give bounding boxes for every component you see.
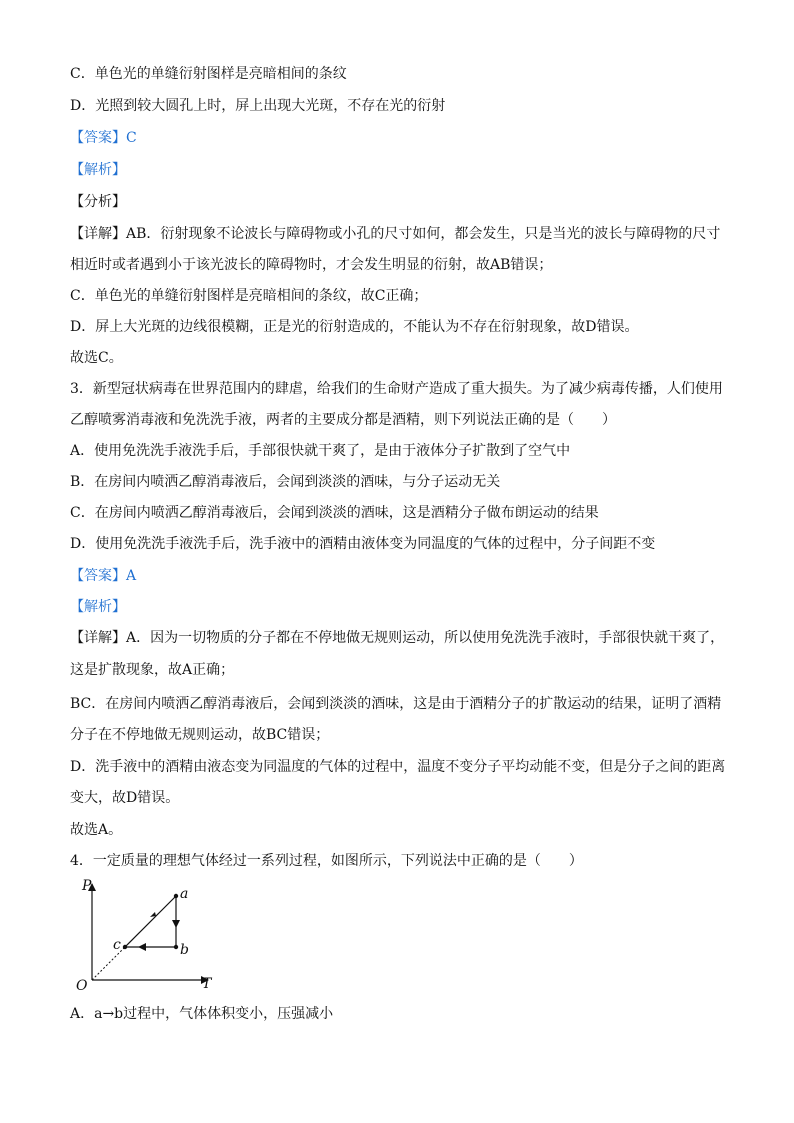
arrow-a-b xyxy=(172,920,180,928)
line-20: BC．在房间内喷洒乙醇消毒液后，会闻到淡淡的酒味，这是由于酒精分子的扩散运动的结果，证明了酒精 xyxy=(70,696,722,712)
line-21: 分子在不停地做无规则运动，故BC错误； xyxy=(70,727,330,743)
arrow-b-c xyxy=(138,943,146,951)
analysis-tag: 【解析】 xyxy=(70,162,126,178)
option-b: B．在房间内喷洒乙醇消毒液后，会闻到淡淡的酒味，与分子运动无关 xyxy=(70,474,501,490)
option-c: C．在房间内喷洒乙醇消毒液后，会闻到淡淡的酒味，这是酒精分子做布朗运动的结果 xyxy=(70,505,599,521)
option-a: A．使用免洗洗手液洗手后，手部很快就干爽了，是由于液体分子扩散到了空气中 xyxy=(70,443,571,459)
line-6: 相近时或者遇到小于该光波长的障碍物时，才会发生明显的衍射，故AB错误； xyxy=(70,257,553,273)
point-c-label: c xyxy=(113,937,121,953)
point-c xyxy=(123,945,127,949)
point-a-label: a xyxy=(180,886,189,902)
x-axis-label: T xyxy=(202,976,212,992)
process-c-a xyxy=(125,896,176,947)
option-a-q4: A．a→b过程中，气体体积变小，压强减小 xyxy=(70,1006,334,1022)
analysis-tag-2: 【解析】 xyxy=(70,599,126,615)
answer-tag-2: 【答案】A xyxy=(70,568,137,584)
line-9: 故选C。 xyxy=(70,350,123,366)
question-3-line-1: 3．新型冠状病毒在世界范围内的肆虐，给我们的生命财产造成了重大损失。为了减少病毒传播，人们使用 xyxy=(70,381,723,397)
line-23: 变大，故D错误。 xyxy=(70,790,180,806)
point-a xyxy=(174,894,178,898)
pt-diagram xyxy=(70,870,220,1000)
line-19: 这是扩散现象，故A正确； xyxy=(70,662,235,678)
line-1: D．光照到较大圆孔上时，屏上出现大光斑，不存在光的衍射 xyxy=(70,98,446,114)
y-axis-label: P xyxy=(82,878,92,894)
point-b-label: b xyxy=(180,942,189,958)
question-4: 4．一定质量的理想气体经过一系列过程，如图所示，下列说法中正确的是（ ） xyxy=(70,853,583,869)
line-0: C．单色光的单缝衍射图样是亮暗相间的条纹 xyxy=(70,66,347,82)
option-d: D．使用免洗洗手液洗手后，洗手液中的酒精由液体变为同温度的气体的过程中，分子间距不变 xyxy=(70,536,656,552)
line-22: D．洗手液中的酒精由液态变为同温度的气体的过程中，温度不变分子平均动能不变，但是分子之间的距离 xyxy=(70,759,726,775)
line-8: D．屏上大光斑的边线很模糊，正是光的衍射造成的，不能认为不存在衍射现象，故D错误。 xyxy=(70,319,639,335)
origin-label: O xyxy=(76,978,88,994)
line-18: 【详解】A．因为一切物质的分子都在不停地做无规则运动，所以使用免洗洗手液时，手部很快就干爽了， xyxy=(70,630,725,646)
point-b xyxy=(174,945,178,949)
line-5: 【详解】AB．衍射现象不论波长与障碍物或小孔的尺寸如何，都会发生，只是当光的波长与障碍物的尺寸 xyxy=(70,226,721,242)
answer-tag: 【答案】C xyxy=(70,130,137,146)
line-24: 故选A。 xyxy=(70,822,123,838)
line-7: C．单色光的单缝衍射图样是亮暗相间的条纹，故C正确； xyxy=(70,288,428,304)
analysis-sub-tag: 【分析】 xyxy=(70,194,126,210)
question-3-line-2: 乙醇喷雾消毒液和免洗洗手液，两者的主要成分都是酒精，则下列说法正确的是（ ） xyxy=(70,412,616,428)
